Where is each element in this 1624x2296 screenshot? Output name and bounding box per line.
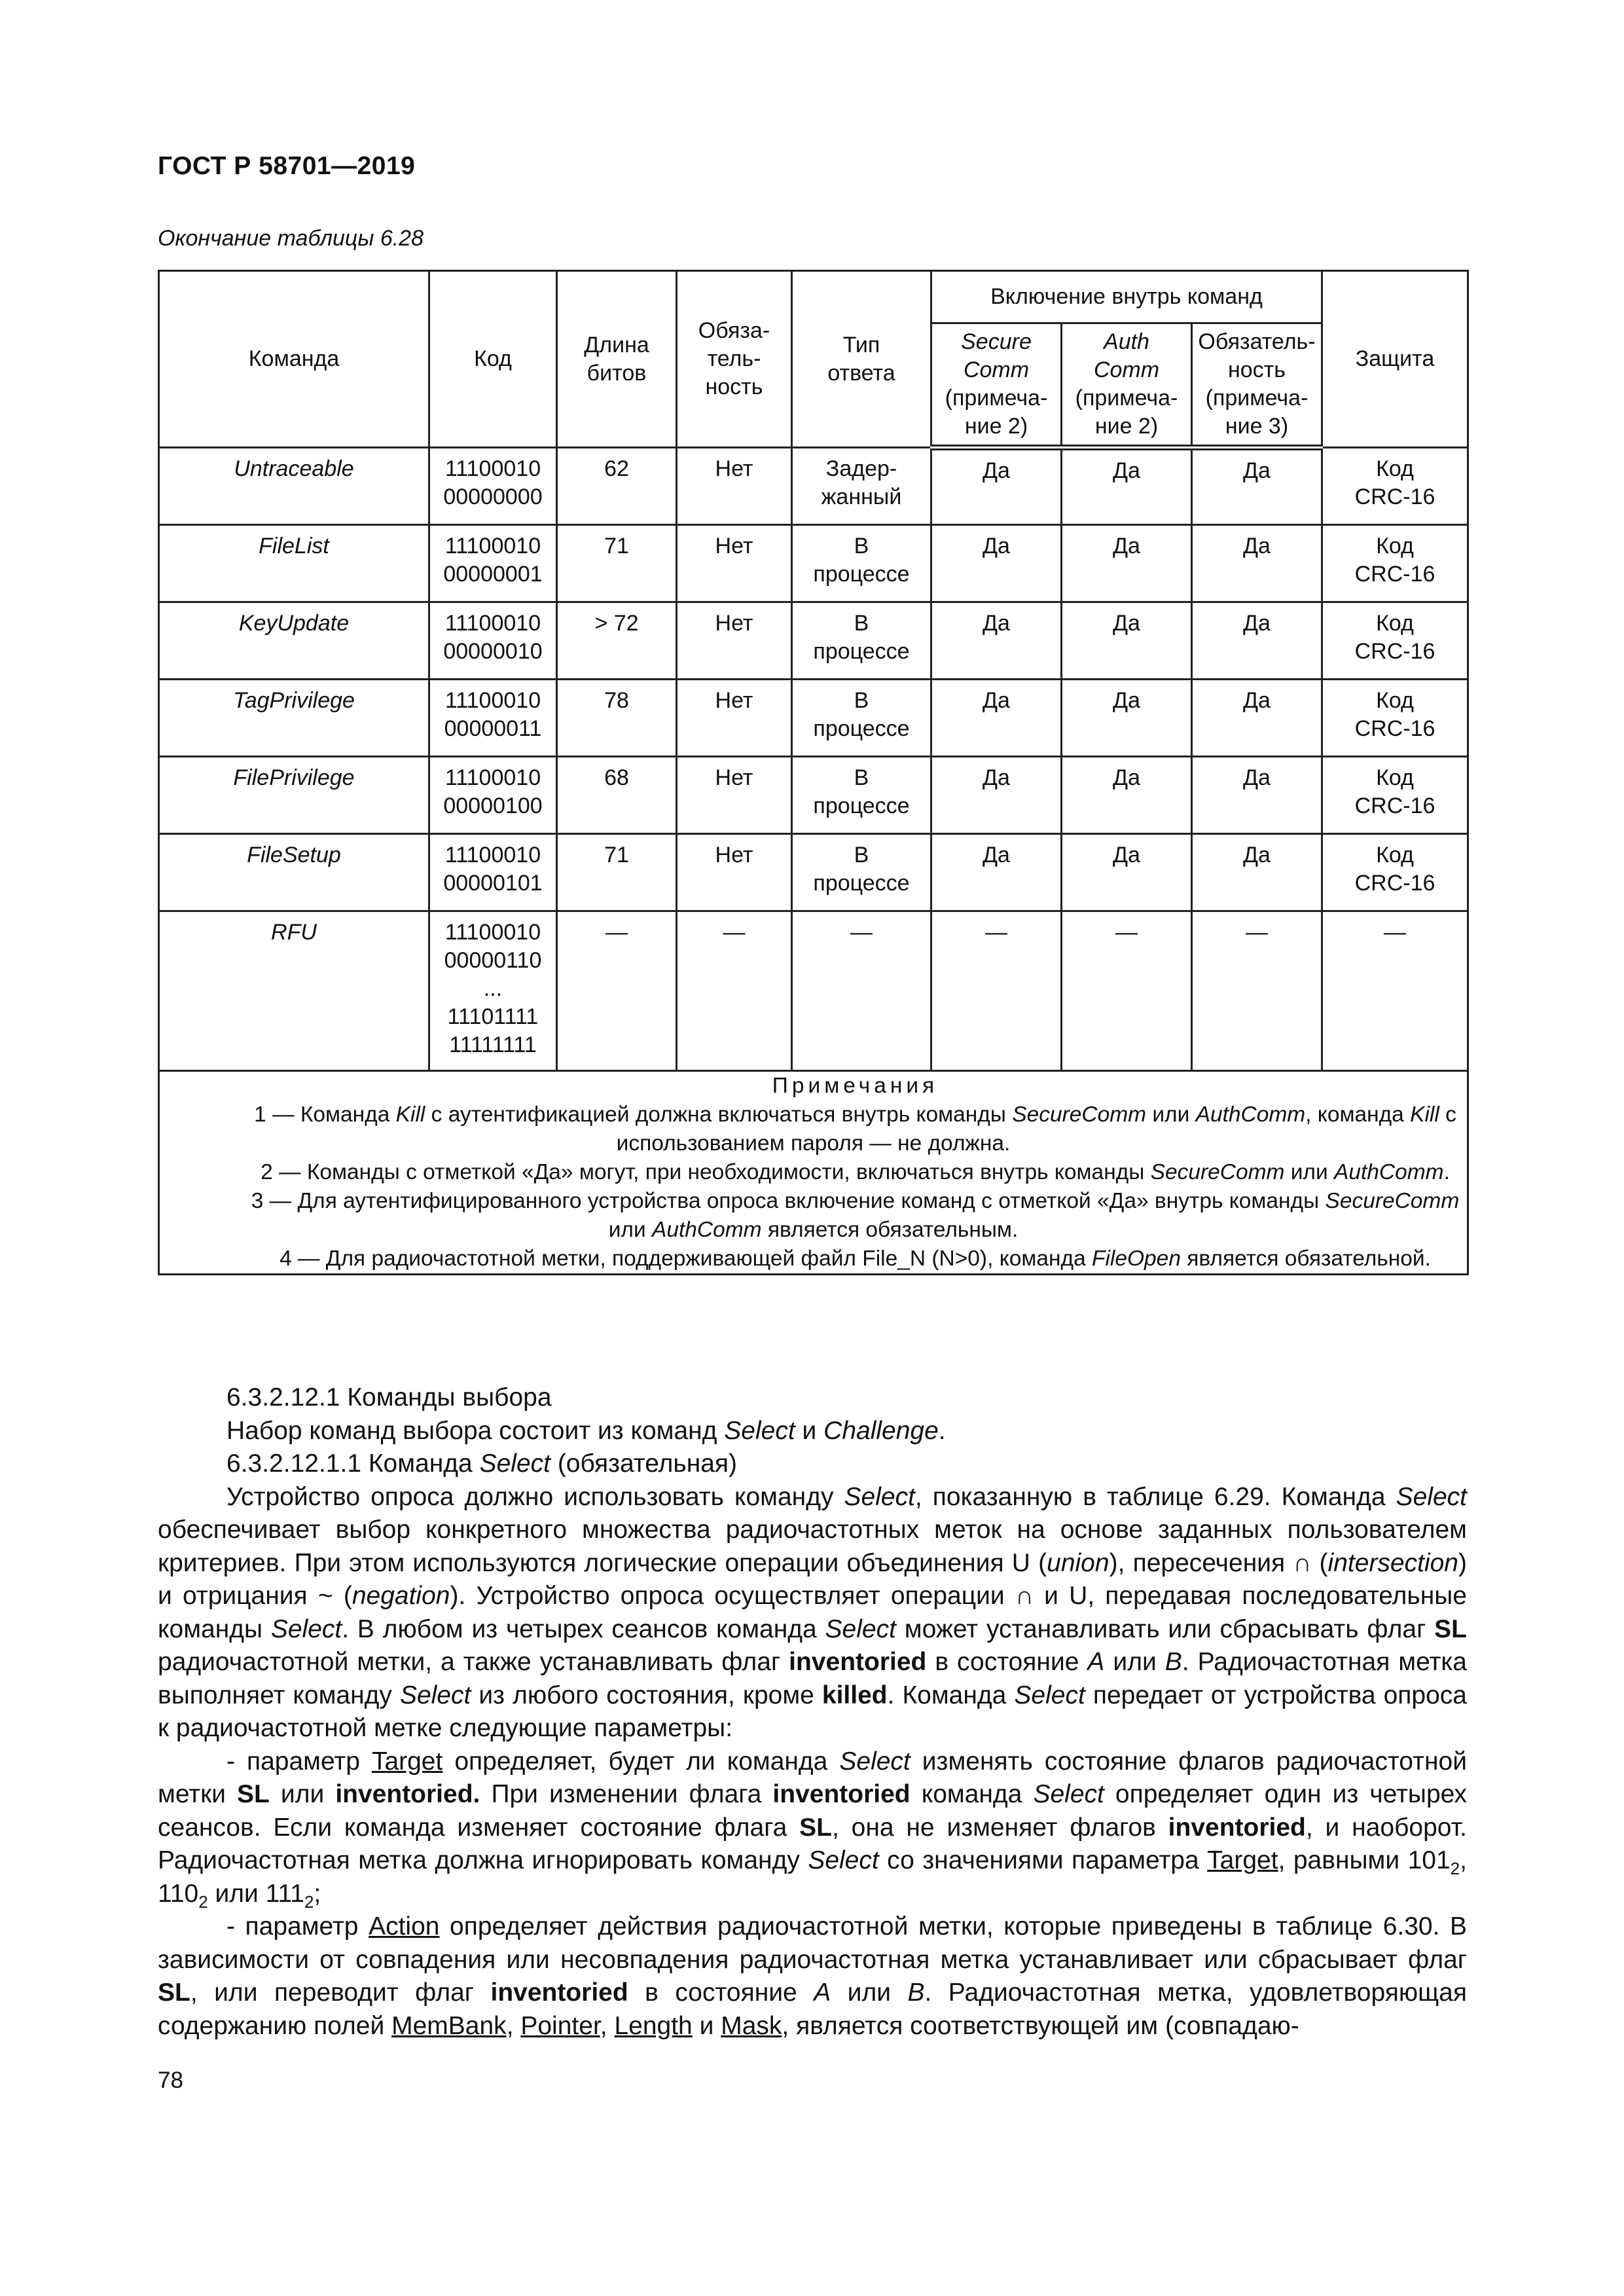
protection-value: Код CRC-16 <box>1322 757 1468 834</box>
response-type: В процессе <box>792 525 931 602</box>
inclusion-mandatory-value: Да <box>1192 525 1322 602</box>
header-response-type: Тип ответа <box>792 271 931 448</box>
command-code: 11100010 00000000 <box>429 448 557 525</box>
auth-comm-value: Да <box>1062 602 1192 680</box>
dash-cell: — <box>931 911 1062 1071</box>
protection-value: Код CRC-16 <box>1322 448 1468 525</box>
table-row <box>159 525 1468 602</box>
dash-cell: — <box>1322 911 1468 1071</box>
secure-comm-value: Да <box>931 525 1062 602</box>
command-code: 11100010 00000001 <box>429 525 557 602</box>
note-4: 4 — Для радиочастотной метки, поддерживающей файл File_N (N>0), команда FileOpen является обязательной. <box>280 1247 1431 1271</box>
command-name: FileSetup <box>159 834 429 911</box>
auth-comm-value: Да <box>1062 525 1192 602</box>
note-3: 3 — Для аутентифицированного устройства опроса включение команд с отметкой «Да» внутрь команды SecureComm или AuthComm является обязательным. <box>251 1189 1460 1242</box>
command-name: RFU <box>159 911 429 1071</box>
mandatory-value: Нет <box>677 525 792 602</box>
header-auth-comm: Auth Comm (примеча- ние 2) <box>1062 323 1192 448</box>
paragraph: - параметр Target определяет, будет ли команда Select изменять состояние флагов радиочастотной метки SL или inventoried. При изменении флага inventoried команда Select определяет один из четырех сеансов. Если команда изменяет состояние флага SL, она не изменяет флагов inventoried, и наоборот. Радиочастотная метка должна игнорировать команду Select со значениями параметра Target, равными $101_2$, $110_2$ или $111_2$; <box>158 1747 1467 1912</box>
auth-comm-value: Да <box>1062 680 1192 757</box>
table-row <box>159 448 1468 525</box>
bit-length: 78 <box>557 680 677 757</box>
inclusion-mandatory-value: Да <box>1192 757 1322 834</box>
response-type: В процессе <box>792 834 931 911</box>
table-row <box>159 757 1468 834</box>
table-row <box>159 834 1468 911</box>
notes-title: Примечания <box>772 1074 939 1098</box>
body-text <box>158 1381 1467 2043</box>
note-2: 2 — Команды с отметкой «Да» могут, при необходимости, включаться внутрь команды SecureComm или AuthComm. <box>261 1160 1450 1184</box>
response-type: В процессе <box>792 757 931 834</box>
secure-comm-value: Да <box>931 757 1062 834</box>
command-name: FilePrivilege <box>159 757 429 834</box>
document-code: ГОСТ Р 58701—2019 <box>158 152 416 180</box>
page-number: 78 <box>158 2068 183 2093</box>
command-code: 11100010 00000011 <box>429 680 557 757</box>
paragraph: Набор команд выбора состоит из команд Select и Challenge. <box>226 1416 946 1445</box>
header-inclusion-group: Включение внутрь команд <box>931 271 1322 323</box>
mandatory-value: Нет <box>677 448 792 525</box>
auth-comm-value: Да <box>1062 834 1192 911</box>
commands-table <box>158 270 1469 1275</box>
dash-cell: — <box>677 911 792 1071</box>
paragraph: Устройство опроса должно использовать команду Select, показанную в таблице 6.29. Команда Select обеспечивает выбор конкретного множества радиочастотных меток на основе заданных пользователем критериев. При этом используются логические операции объединения U (union), пересечения ∩ (intersection) и отрицания ~ (negation). Устройство опроса осуществляет операции ∩ и U, передавая последовательные команды Select. В любом из четырех сеансов команда Select может устанавливать или сбрасывать флаг SL радиочастотной метки, а также устанавливать флаг inventoried в состояние A или B. Радиочастотная метка выполняет команду Select из любого состояния, кроме killed. Команда Select передает от устройства опроса к радиочастотной метке следующие параметры: <box>158 1482 1467 1742</box>
response-type: В процессе <box>792 602 931 680</box>
table-row-rfu <box>159 911 1468 1071</box>
command-name: Untraceable <box>159 448 429 525</box>
header-code: Код <box>429 271 557 448</box>
protection-value: Код CRC-16 <box>1322 680 1468 757</box>
command-name: FileList <box>159 525 429 602</box>
table-caption: Окончание таблицы 6.28 <box>158 226 424 251</box>
note-1: 1 — Команда Kill с аутентификацией должна включаться внутрь команды SecureComm или AuthComm, команда Kill с использованием пароля — не должна. <box>254 1102 1456 1156</box>
header-length: Длина битов <box>557 271 677 448</box>
secure-comm-value: Да <box>931 602 1062 680</box>
command-code: 11100010 00000010 <box>429 602 557 680</box>
command-name: KeyUpdate <box>159 602 429 680</box>
secure-comm-value: Да <box>931 448 1062 525</box>
protection-value: Код CRC-16 <box>1322 525 1468 602</box>
bit-length: 71 <box>557 834 677 911</box>
protection-value: Код CRC-16 <box>1322 602 1468 680</box>
header-protection: Защита <box>1322 271 1468 448</box>
inclusion-mandatory-value: Да <box>1192 834 1322 911</box>
header-inclusion-mandatory: Обязатель- ность (примеча- ние 3) <box>1192 323 1322 448</box>
inclusion-mandatory-value: Да <box>1192 680 1322 757</box>
bit-length: 71 <box>557 525 677 602</box>
secure-comm-value: Да <box>931 834 1062 911</box>
table-row <box>159 602 1468 680</box>
dash-cell: — <box>557 911 677 1071</box>
mandatory-value: Нет <box>677 834 792 911</box>
response-type: В процессе <box>792 680 931 757</box>
command-name: TagPrivilege <box>159 680 429 757</box>
section-heading: 6.3.2.12.1 Команды выбора <box>226 1383 552 1412</box>
dash-cell: — <box>792 911 931 1071</box>
bit-length: 62 <box>557 448 677 525</box>
mandatory-value: Нет <box>677 602 792 680</box>
inclusion-mandatory-value: Да <box>1192 448 1322 525</box>
mandatory-value: Нет <box>677 680 792 757</box>
paragraph: - параметр Action определяет действия радиочастотной метки, которые приведены в таблице 6.30. В зависимости от совпадения или несовпадения радиочастотная метка устанавливает или сбрасывает флаг SL, или переводит флаг inventoried в состояние A или B. Радиочастотная метка, удовлетворяющая содержанию полей MemBank, Pointer, Length и Mask, является соответствующей им (совпадаю- <box>158 1912 1468 2040</box>
bit-length: > 72 <box>557 602 677 680</box>
command-code: 11100010 00000110 ... 11101111 11111111 <box>429 911 557 1071</box>
command-code: 11100010 00000101 <box>429 834 557 911</box>
header-command: Команда <box>159 271 429 448</box>
command-code: 11100010 00000100 <box>429 757 557 834</box>
header-mandatory: Обяза- тель- ность <box>677 271 792 448</box>
dash-cell: — <box>1192 911 1322 1071</box>
protection-value: Код CRC-16 <box>1322 834 1468 911</box>
bit-length: 68 <box>557 757 677 834</box>
table-notes <box>159 1071 1468 1275</box>
auth-comm-value: Да <box>1062 757 1192 834</box>
secure-comm-value: Да <box>931 680 1062 757</box>
auth-comm-value: Да <box>1062 448 1192 525</box>
inclusion-mandatory-value: Да <box>1192 602 1322 680</box>
response-type: Задер- жанный <box>792 448 931 525</box>
section-heading: 6.3.2.12.1.1 Команда Select (обязательная) <box>226 1449 738 1478</box>
header-secure-comm: Secure Comm (примеча- ние 2) <box>931 323 1062 448</box>
table-row <box>159 680 1468 757</box>
dash-cell: — <box>1062 911 1192 1071</box>
mandatory-value: Нет <box>677 757 792 834</box>
